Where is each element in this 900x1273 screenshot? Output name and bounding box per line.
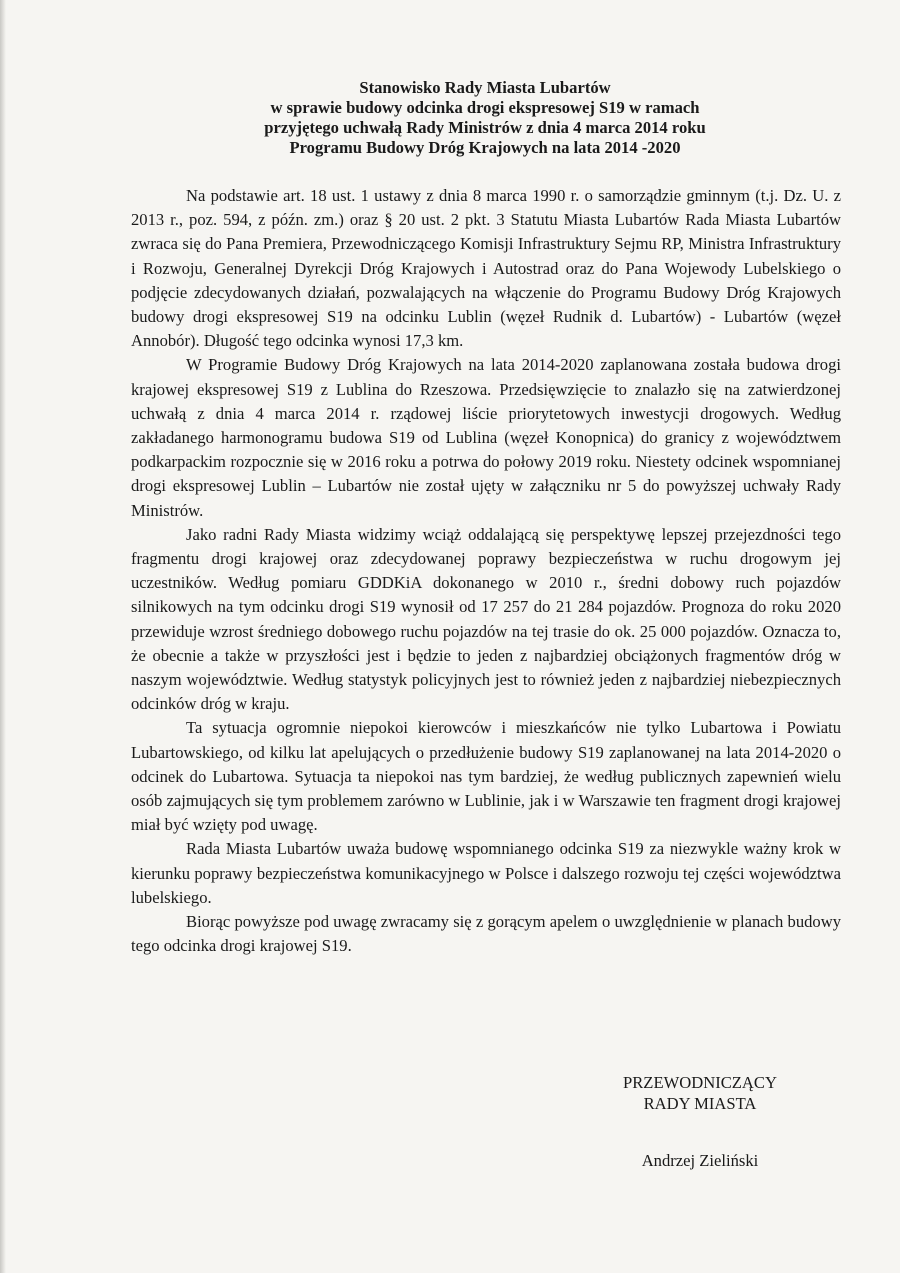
paragraph: W Programie Budowy Dróg Krajowych na lata 2014-2020 zaplanowana została budowa drogi krajowej ekspresowej S19 z Lublina do Rzeszowa. Przedsięwzięcie to znalazło się na zatwierdzonej uchwałą z dnia 4 marca 2014 r. rządowej liście priorytetowych inwestycji drogowych. Według zakładanego harmonogramu budowa S19 od Lublina (węzeł Konopnica) do granicy z województwem podkarpackim rozpocznie się w 2016 roku a potrwa do połowy 2019 roku. Niestety odcinek wspomnianej drogi ekspresowej Lublin – Lubartów nie został ujęty w załączniku nr 5 do powyższej uchwały Rady Ministrów. — [131, 355, 841, 520]
title-line: przyjętego uchwałą Rady Ministrów z dnia 4 marca 2014 roku — [264, 118, 706, 137]
paragraph: Ta sytuacja ogromnie niepokoi kierowców i mieszkańców nie tylko Lubartowa i Powiatu Lubartowskiego, od kilku lat apelujących o przedłużenie budowy S19 zaplanowanej na lata 2014-2020 o odcinek do Lubartowa. Sytuacja ta niepokoi nas tym bardziej, że według publicznych zapewnień wielu osób zajmujących się tym problemem zarówno w Lublinie, jak i w Warszawie ten fragment drogi krajowej miał być wzięty pod uwagę. — [131, 718, 841, 835]
signature-role: PRZEWODNICZĄCY — [623, 1073, 777, 1092]
paragraph: Rada Miasta Lubartów uważa budowę wspomnianego odcinka S19 za niezwykle ważny krok w kierunku poprawy bezpieczeństwa komunikacyjnego w Polsce i dalszego rozwoju tej części województwa lubelskiego. — [131, 839, 841, 907]
document-body — [131, 184, 841, 959]
document-title — [130, 78, 840, 158]
paragraph: Na podstawie art. 18 ust. 1 ustawy z dnia 8 marca 1990 r. o samorządzie gminnym (t.j. Dz. U. z 2013 r., poz. 594, z późn. zm.) oraz § 20 ust. 2 pkt. 3 Statutu Miasta Lubartów Rada Miasta Lubartów zwraca się do Pana Premiera, Przewodniczącego Komisji Infrastruktury Sejmu RP, Ministra Infrastruktury i Rozwoju, Generalnej Dyrekcji Dróg Krajowych i Autostrad oraz do Pana Wojewody Lubelskiego o podjęcie zdecydowanych działań, pozwalających na włączenie do Programu Budowy Dróg Krajowych budowy drogi ekspresowej S19 na odcinku Lublin (węzeł Rudnik d. Lubartów) - Lubartów (węzeł Annobór). Długość tego odcinka wynosi 17,3 km. — [131, 186, 841, 351]
scan-edge — [0, 0, 6, 1273]
signature-block — [600, 1072, 800, 1171]
signature-name: Andrzej Zieliński — [641, 1151, 759, 1170]
signature-role: RADY MIASTA — [643, 1094, 757, 1113]
title-line: Programu Budowy Dróg Krajowych na lata 2014 -2020 — [289, 138, 681, 157]
paragraph: Biorąc powyższe pod uwagę zwracamy się z gorącym apelem o uwzględnienie w planach budowy tego odcinka drogi krajowej S19. — [131, 912, 841, 956]
title-line: w sprawie budowy odcinka drogi ekspresowej S19 w ramach — [270, 98, 700, 117]
paragraph: Jako radni Rady Miasta widzimy wciąż oddalającą się perspektywę lepszej przejezdności tego fragmentu drogi krajowej oraz zdecydowanej poprawy bezpieczeństwa w ruchu drogowym jej uczestników. Według pomiaru GDDKiA dokonanego w 2010 r., średni dobowy ruch pojazdów silnikowych na tym odcinku drogi S19 wynosił od 17 257 do 21 284 pojazdów. Prognoza do roku 2020 przewiduje wzrost średniego dobowego ruchu pojazdów na tej trasie do ok. 25 000 pojazdów. Oznacza to, że obecnie a także w przyszłości jest i będzie to jeden z najbardziej obciążonych fragmentów dróg w naszym województwie. Według statystyk policyjnych jest to również jeden z najbardziej niebezpiecznych odcinków dróg w kraju. — [131, 524, 841, 714]
title-line: Stanowisko Rady Miasta Lubartów — [359, 78, 611, 97]
